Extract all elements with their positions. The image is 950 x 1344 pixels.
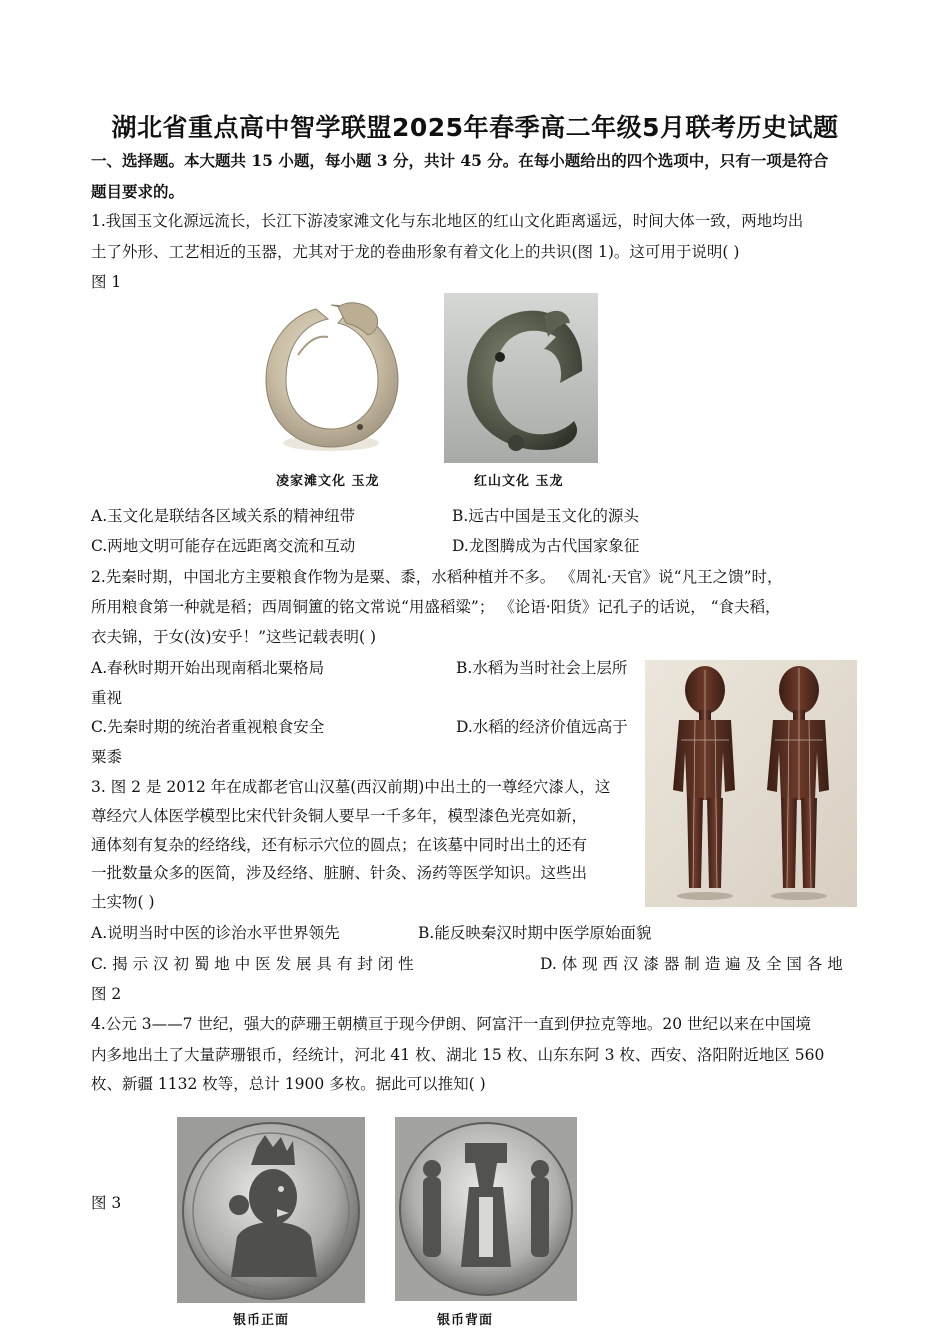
- q4-stem-end: 枚、新疆 1132 枚等，总计 1900 多枚。据此可以推知( ): [91, 1075, 486, 1093]
- q3-stem-cont3: 一批数量众多的医简，涉及经络、脏腑、针灸、汤药等医学知识。这些出: [91, 864, 588, 882]
- lingjiatan-jade-dragon-image: [258, 295, 404, 460]
- sasanian-coin-obverse-image: [177, 1117, 365, 1303]
- q3-option-c: C. 揭 示 汉 初 蜀 地 中 医 发 展 具 有 封 闭 性: [91, 955, 414, 973]
- q3-option-d: D. 体 现 西 汉 漆 器 制 造 遍 及 全 国 各 地: [540, 955, 843, 973]
- sasanian-coin-reverse-image: [395, 1117, 577, 1301]
- section-instruction-cont: 题目要求的。: [91, 182, 185, 201]
- q4-stem: 4.公元 3——7 世纪，强大的萨珊王朝横亘于现今伊朗、阿富汗一直到伊拉克等地。20 世纪以来在中国境: [91, 1015, 812, 1033]
- q1-stem: 1.我国玉文化源远流长，长江下游凌家滩文化与东北地区的红山文化距离遥远，时间大体一致，两地均出: [91, 212, 804, 230]
- page-title: 湖北省重点高中智学联盟2025年春季高二年级5月联考历史试题: [111, 113, 839, 142]
- q2-option-a: A.春秋时期开始出现南稻北粟格局: [91, 659, 325, 677]
- q3-stem-cont2: 通体刻有复杂的经络线，还有标示穴位的圆点；在该墓中同时出土的还有: [91, 836, 588, 854]
- q2-stem: 2.先秦时期，中国北方主要粮食作物为是粟、黍，水稻种植并不多。 《周礼·天官》说“凡王之馈”时，: [91, 568, 783, 586]
- hongshan-jade-dragon-image: [444, 293, 598, 463]
- q1-option-b: B.远古中国是玉文化的源头: [452, 507, 639, 525]
- q2-stem-end: 衣夫锦，于女(汝)安乎！”这些记载表明( ): [91, 628, 377, 646]
- lacquer-acupuncture-figure-image: [645, 660, 857, 907]
- q2-option-b-cont: 重视: [91, 689, 123, 707]
- q1-stem-cont: 土了外形、工艺相近的玉器，尤其对于龙的卷曲形象有着文化上的共识(图 1)。这可用于说明( ): [91, 243, 740, 261]
- q3-stem-cont1: 尊经穴人体医学模型比宋代针灸铜人要早一千多年，模型漆色光亮如新，: [91, 807, 588, 825]
- figure3-caption-right: 银币背面: [437, 1313, 494, 1328]
- figure1-caption-right: 红山文化 玉龙: [474, 474, 564, 489]
- q3-stem-end: 土实物( ): [91, 893, 155, 911]
- q4-stem-cont: 内多地出土了大量萨珊银币，经统计，河北 41 枚、湖北 15 枚、山东东阿 3 枚、西安、洛阳附近地区 560: [91, 1046, 825, 1064]
- q1-option-c: C.两地文明可能存在远距离交流和互动: [91, 537, 356, 555]
- q3-figure-label: 图 2: [91, 985, 122, 1003]
- q1-option-d: D.龙图腾成为古代国家象征: [452, 537, 640, 555]
- q1-figure-label: 图 1: [91, 273, 122, 291]
- q2-option-b: B.水稻为当时社会上层所: [456, 659, 628, 677]
- q1-option-a: A.玉文化是联结各区域关系的精神纽带: [91, 507, 356, 525]
- q3-option-a: A.说明当时中医的诊治水平世界领先: [91, 924, 340, 942]
- q2-option-c: C.先秦时期的统治者重视粮食安全: [91, 718, 325, 736]
- q2-option-d-cont: 粟黍: [91, 748, 123, 766]
- q2-option-d: D.水稻的经济价值远高于: [456, 718, 628, 736]
- q2-stem-cont: 所用粮食第一种就是稻；西周铜簠的铭文常说“用盛稻粱”； 《论语·阳货》记孔子的话说， “食夫稻，: [91, 598, 781, 616]
- figure3-caption-left: 银币正面: [233, 1313, 290, 1328]
- q3-stem: 3. 图 2 是 2012 年在成都老官山汉墓(西汉前期)中出土的一尊经穴漆人，这: [91, 778, 611, 796]
- q4-figure-label: 图 3: [91, 1194, 122, 1212]
- figure1-caption-left: 凌家滩文化 玉龙: [276, 474, 380, 489]
- q3-option-b: B.能反映秦汉时期中医学原始面貌: [418, 924, 652, 942]
- section-instruction: 一、选择题。本大题共 15 小题，每小题 3 分，共计 45 分。在每小题给出的四个选项中，只有一项是符合: [91, 151, 829, 170]
